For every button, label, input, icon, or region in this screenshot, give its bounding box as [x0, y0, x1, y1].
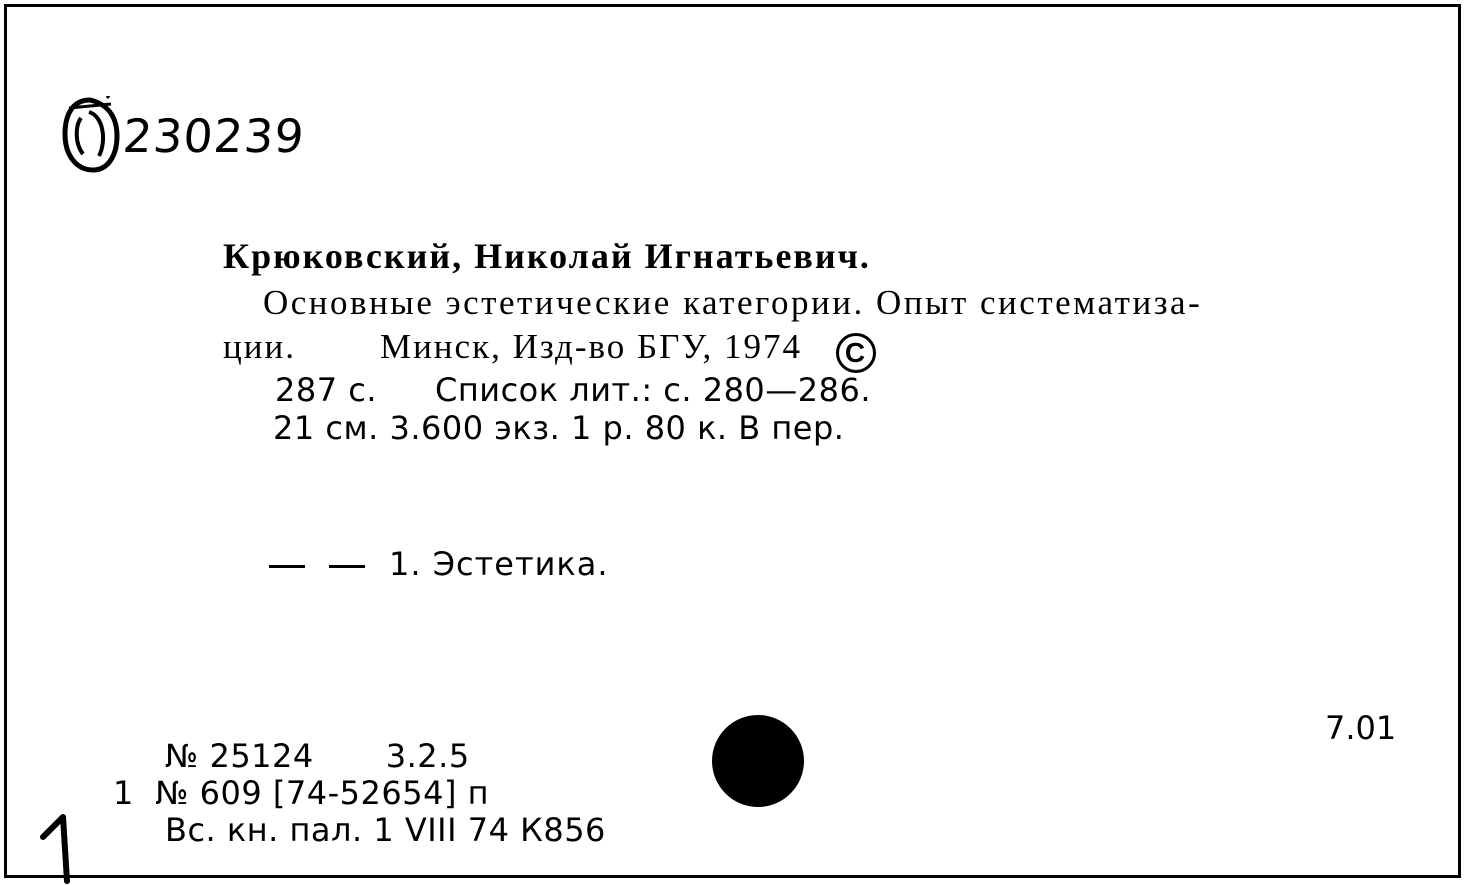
- document-id: [59, 91, 305, 181]
- publisher-line: Минск, Изд-во БГУ, 1974: [379, 327, 802, 366]
- accession-line-2: 1 № 609 [74-52654] п: [113, 774, 490, 812]
- classification-code: 7.01: [1325, 709, 1397, 747]
- doc-number: 230239: [121, 109, 307, 163]
- copyright-icon: C: [836, 333, 876, 373]
- title-continuation: ции.: [223, 327, 296, 366]
- dash-mark: [329, 565, 365, 568]
- title-line-1: Основные эстетические категории. Опыт систематиза-: [263, 283, 1203, 322]
- physical-description: 21 см. 3.600 экз. 1 р. 80 к. В пер.: [273, 409, 845, 447]
- subject-heading: [269, 545, 609, 583]
- author-heading: Крюковский, Николай Игнатьевич.: [223, 236, 871, 276]
- accession-line-1: [165, 737, 470, 775]
- library-stamp-icon: [59, 96, 121, 176]
- subject-text: 1. Эстетика.: [389, 545, 609, 583]
- pages-line: [275, 371, 871, 409]
- punch-hole-dot: [712, 715, 804, 807]
- page-count: 287 с.: [275, 371, 378, 409]
- catalog-card: [4, 4, 1461, 878]
- accession-code: 3.2.5: [385, 737, 470, 775]
- bibliography-note: Список лит.: с. 280—286.: [435, 371, 872, 409]
- title-line-2: [223, 327, 876, 373]
- accession-number: № 25124: [165, 737, 314, 775]
- dash-mark: [269, 565, 305, 568]
- handwritten-one-mark: [37, 811, 81, 885]
- accession-line-3: Вс. кн. пал. 1 VIII 74 К856: [165, 811, 606, 849]
